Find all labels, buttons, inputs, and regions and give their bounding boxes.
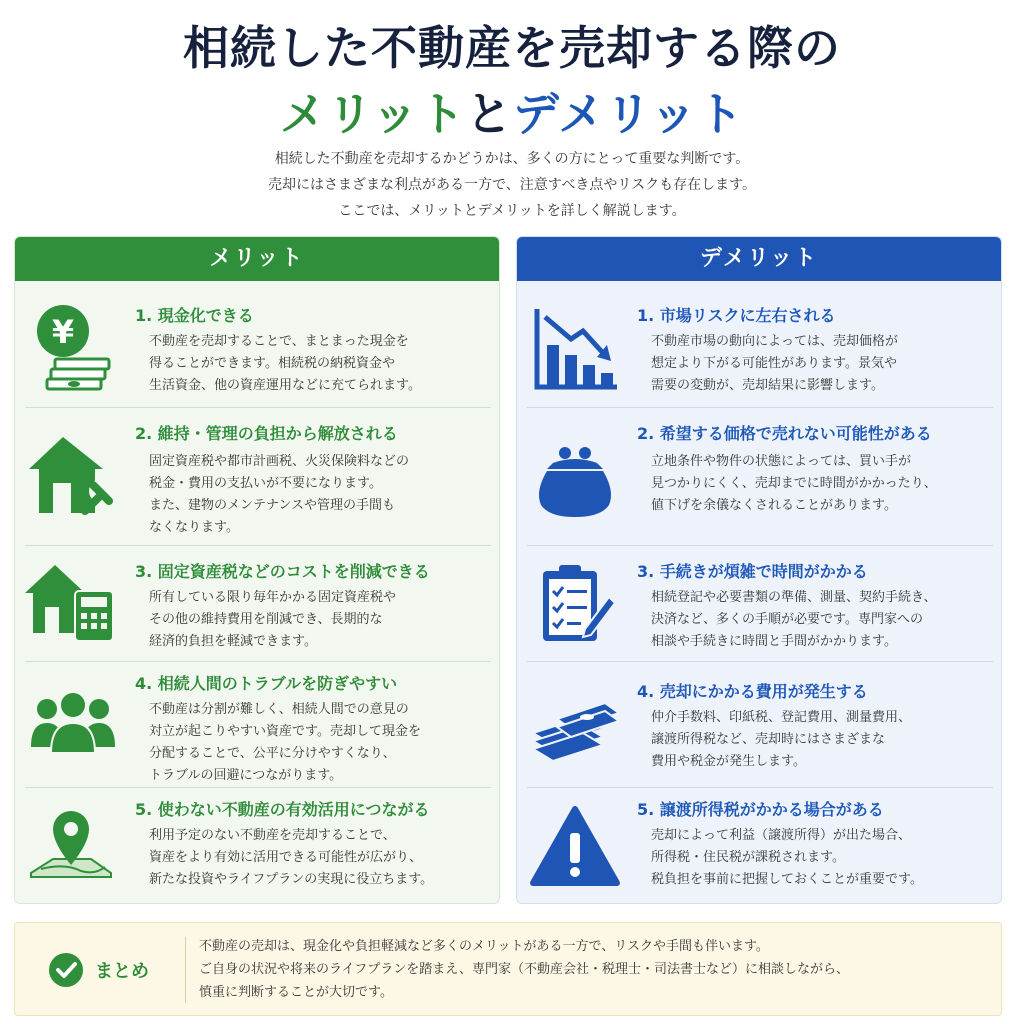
page-title: 相続した不動産を売却する際の [183,21,841,75]
subtitle-and: と [465,87,513,141]
summary-text [199,935,999,1004]
demerit-title: 1. 市場リスクに左右される [637,306,836,325]
demerit-title: 5. 譲渡所得税がかかる場合がある [637,800,884,819]
divider [185,937,186,1003]
demerit-title: 4. 売却にかかる費用が発生する [637,682,868,701]
divider [527,787,993,788]
summary-box [14,922,1002,1016]
intro-line: ここでは、メリットとデメリットを詳しく解説します。 [338,203,686,219]
people-group-icon [25,675,121,771]
merit-text: 不動産は分割が難しく、相続人間での意見の 対立が起こりやすい資産です。売却して現金を 分配することで、公平に分けやすくなり、 トラブルの回避につながります。 [149,702,421,783]
yen-cash-icon [25,297,121,393]
map-pin-icon [25,803,121,899]
merit-text: 利用予定のない不動産を売却することで、 資産をより有効に活用できる可能性が広がり、 新たな投資やライフプランの実現に役立ちます。 [149,828,434,887]
check-circle-icon [49,953,83,987]
demerit-text: 仲介手数料、印紙税、登記費用、測量費用、 譲渡所得税など、売却時にはさまざまな 費用や税金が発生します。 [651,710,912,769]
subtitle-merit: メリット [279,87,466,141]
clipboard-checklist-icon [527,557,623,653]
summary-label: まとめ [95,961,149,982]
demerit-title: 3. 手続きが煩雑で時間がかかる [637,562,868,581]
merit-text: 所有している限り毎年かかる固定資産税や その他の維持費用を削減でき、長期的な 経済的負担を軽減できます。 [149,590,397,649]
intro-line: 相続した不動産を売却するかどうかは、多くの方にとって重要な判断です。 [274,151,750,167]
divider [25,787,491,788]
money-stack-icon [527,683,623,779]
page-subtitle [0,78,1024,144]
intro-text [0,146,1024,224]
merit-title: 2. 維持・管理の負担から解放される [135,424,398,443]
divider [527,407,993,408]
warning-icon [527,803,623,899]
divider [527,661,993,662]
summary-line: ご自身の状況や将来のライフプランを踏まえ、専門家（不動産会社・税理士・司法書士など）に相談しながら、 [199,962,850,977]
svg-text:¥: ¥ [51,313,75,351]
house-wrench-icon [25,433,121,529]
subtitle-demerit: デメリット [512,87,745,141]
demerit-text: 不動産市場の動向によっては、売却価格が 想定より下がる可能性があります。景気や 需要の変動が、売却結果に影響します。 [651,334,899,393]
merit-title: 4. 相続人間のトラブルを防ぎやすい [135,674,398,693]
divider [25,661,491,662]
merit-text: 不動産を売却することで、まとまった現金を 得ることができます。相続税の納税資金や 生活資金、他の資産運用などに充てられます。 [149,334,421,393]
divider [527,545,993,546]
merit-title: 5. 使わない不動産の有効活用につながる [135,800,430,819]
merits-panel [14,236,500,904]
chart-down-icon [527,303,623,399]
purse-icon [527,433,623,529]
demerit-title: 2. 希望する価格で売れない可能性がある [637,424,932,443]
merits-header: メリット [15,237,499,281]
demerit-text: 相続登記や必要書類の準備、測量、契約手続き、 決済など、多くの手順が必要です。専門家への 相談や手続きに時間と手間がかかります。 [651,590,937,649]
summary-line: 不動産の売却は、現金化や負担軽減など多くのメリットがある一方で、リスクや手間も伴います。 [199,939,769,954]
demerits-header: デメリット [517,237,1001,281]
divider [25,545,491,546]
intro-line: 売却にはさまざまな利点がある一方で、注意すべき点やリスクも存在します。 [267,177,757,193]
merit-title: 3. 固定資産税などのコストを削減できる [135,562,430,581]
merit-title: 1. 現金化できる [135,306,254,325]
divider [25,407,491,408]
summary-line: 慎重に判断することが大切です。 [199,985,393,1000]
merit-text: 固定資産税や都市計画税、火災保険料などの 税金・費用の支払いが不要になります。 また、建物のメンテナンスや管理の手間も なくなります。 [149,454,410,535]
demerits-panel [516,236,1002,904]
demerit-text: 立地条件や物件の状態によっては、買い手が 見つかりにくく、売却までに時間がかかったり、 値下げを余儀なくされることがあります。 [651,454,937,513]
house-calculator-icon [25,557,121,653]
demerit-text: 売却によって利益（譲渡所得）が出た場合、 所得税・住民税が課税されます。 税負担を事前に把握しておくことが重要です。 [651,828,923,887]
